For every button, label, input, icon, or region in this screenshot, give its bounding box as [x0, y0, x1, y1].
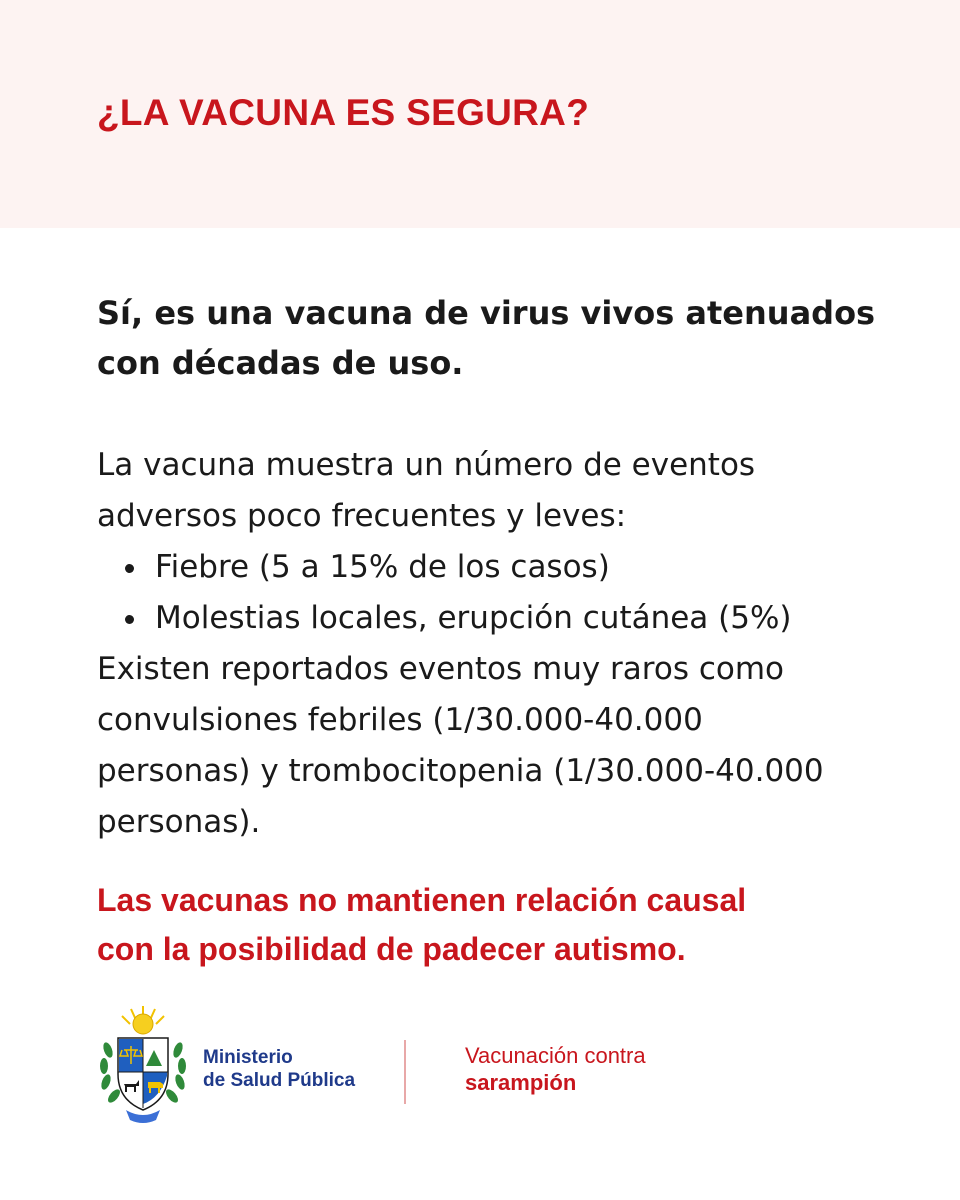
header-band [0, 0, 960, 228]
list-item [97, 542, 897, 593]
campaign-name [465, 1042, 646, 1096]
body-text [97, 440, 897, 848]
list-item-text: Fiebre (5 a 15% de los casos) [155, 549, 610, 585]
footer [96, 1004, 856, 1128]
page-title: ¿LA VACUNA ES SEGURA? [97, 92, 590, 133]
ministry-line-1: Ministerio [203, 1047, 293, 1068]
list-item [97, 593, 897, 644]
main-content [97, 288, 897, 1006]
intro-paragraph [97, 440, 897, 542]
warning-line-1: Las vacunas no mantienen relación causal [97, 882, 747, 918]
intro-line-1: La vacuna muestra un número de eventos [97, 447, 756, 483]
list-item-text: Molestias locales, erupción cutánea (5%) [155, 600, 792, 636]
autism-statement [97, 876, 897, 974]
rare-line-4: personas). [97, 804, 261, 840]
rare-events-paragraph [97, 644, 897, 848]
campaign-line-2: sarampión [465, 1070, 577, 1095]
adverse-events-list [97, 542, 897, 644]
lead-line-2: con décadas de uso. [97, 344, 464, 382]
ministry-line-2: de Salud Pública [203, 1070, 356, 1091]
bullet-icon [125, 564, 134, 573]
warning-line-2: con la posibilidad de padecer autismo. [97, 931, 686, 967]
intro-line-2: adversos poco frecuentes y leves: [97, 498, 627, 534]
rare-line-2: convulsiones febriles (1/30.000-40.000 [97, 702, 703, 738]
rare-line-1: Existen reportados eventos muy raros como [97, 651, 785, 687]
lead-statement [97, 288, 897, 388]
ministry-name [203, 1046, 355, 1092]
campaign-line-1: Vacunación contra [465, 1043, 646, 1068]
lead-line-1: Sí, es una vacuna de virus vivos atenuados [97, 294, 876, 332]
uruguay-coat-of-arms-icon [96, 1004, 190, 1128]
rare-line-3: personas) y trombocitopenia (1/30.000-40.000 [97, 753, 824, 789]
bullet-icon [125, 615, 134, 624]
footer-divider [404, 1040, 406, 1104]
